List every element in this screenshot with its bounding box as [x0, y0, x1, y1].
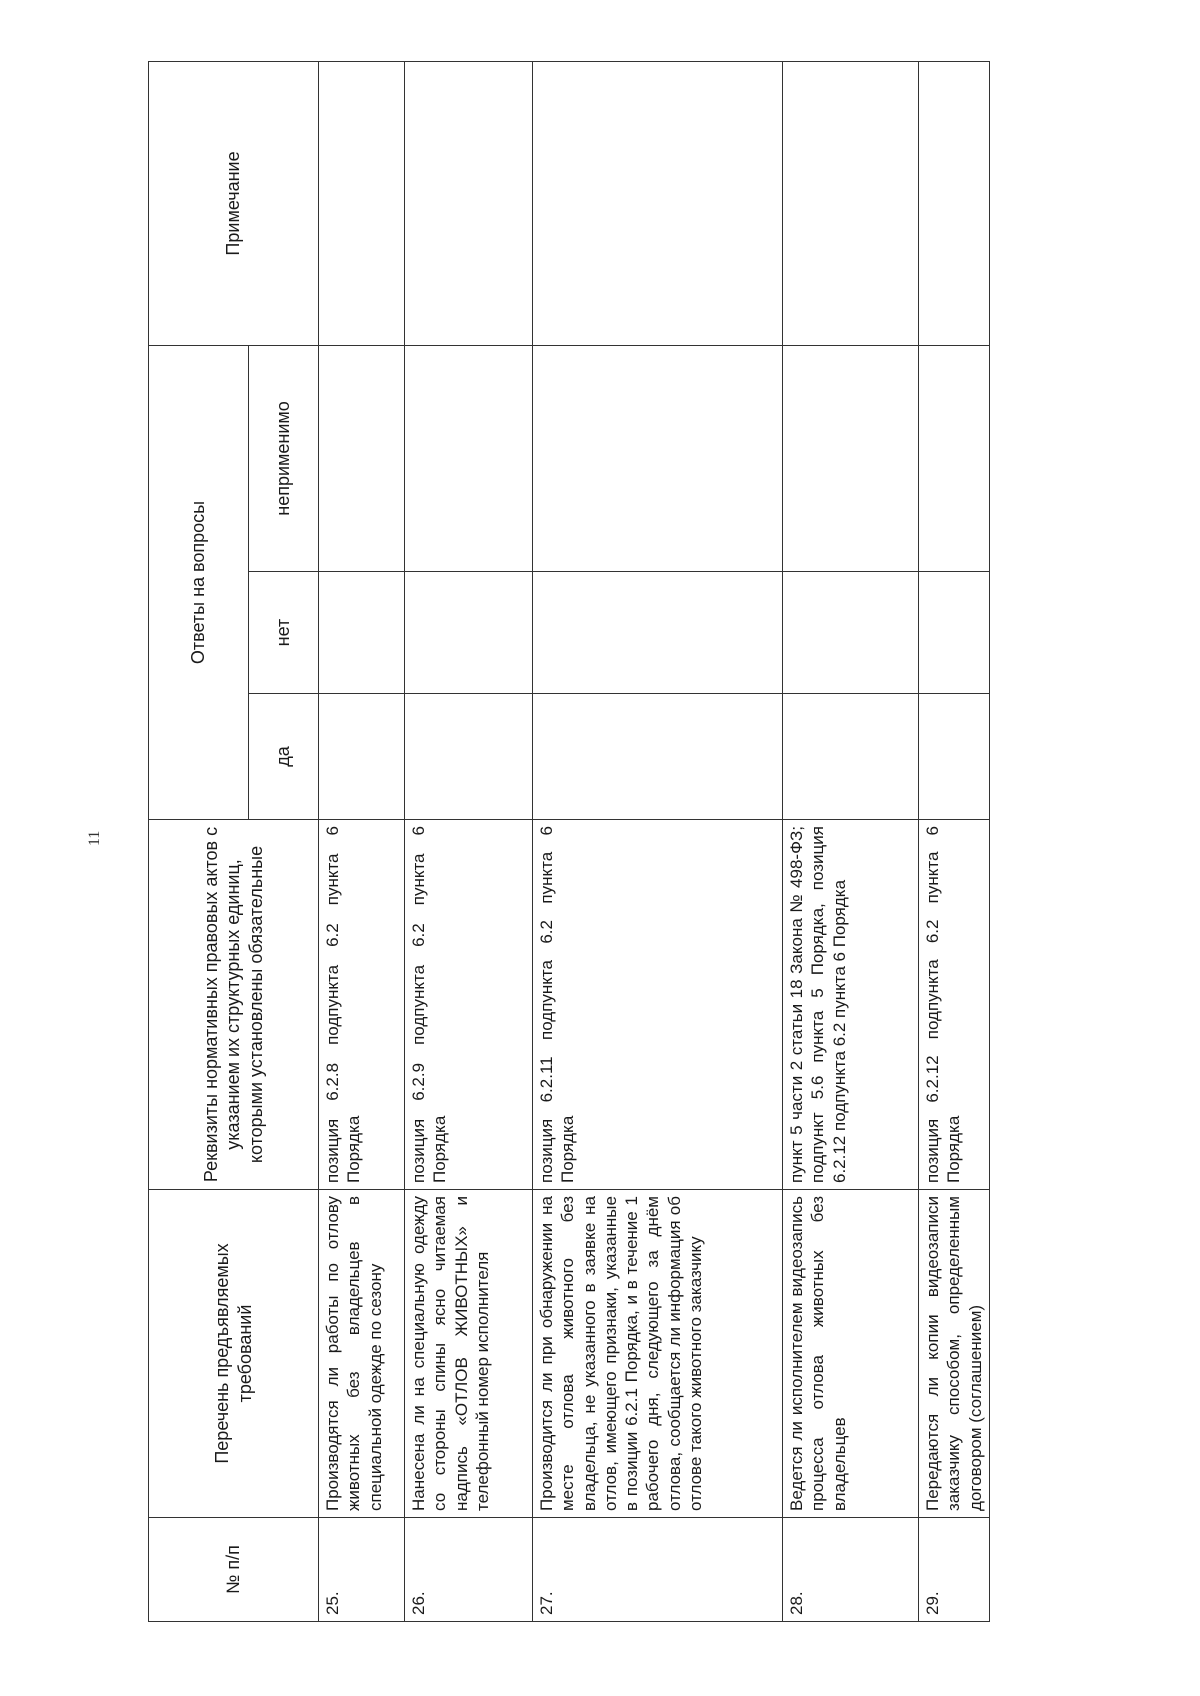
table-row: [919, 61, 990, 1621]
answer-no-cell[interactable]: [919, 572, 990, 694]
row-number: 29.: [919, 1518, 990, 1622]
row-requirement: Производятся ли работы по отлову животных без владельцев в специальной одежде по сезону: [319, 1190, 405, 1518]
row-acts: позиция 6.2.11 подпункта 6.2 пункта 6 Порядка: [533, 820, 783, 1190]
answer-yes-cell[interactable]: [783, 694, 919, 820]
answer-no-cell[interactable]: [319, 572, 405, 694]
row-acts: позиция 6.2.9 подпункта 6.2 пункта 6 Порядка: [405, 820, 533, 1190]
rotated-table-container: [148, 62, 985, 1622]
note-cell[interactable]: [405, 61, 533, 345]
row-number: 28.: [783, 1518, 919, 1622]
note-cell[interactable]: [783, 61, 919, 345]
page-number: 11: [86, 830, 103, 846]
row-acts: пункт 5 части 2 статьи 18 Закона № 498-ФЗ; подпункт 5.6 пункта 5 Порядка, позиция 6.2.12 подпункта 6.2 пункта 6 Порядка: [783, 820, 919, 1190]
answer-na-cell[interactable]: [533, 345, 783, 571]
table-row: [783, 61, 919, 1621]
table-row: [405, 61, 533, 1621]
row-acts: позиция 6.2.12 подпункта 6.2 пункта 6 Порядка: [919, 820, 990, 1190]
answer-na-cell[interactable]: [919, 345, 990, 571]
answer-yes-cell[interactable]: [319, 694, 405, 820]
note-cell[interactable]: [533, 61, 783, 345]
header-yes: да: [249, 694, 319, 820]
checklist-table: [148, 61, 990, 1622]
row-requirement: Производится ли при обнаружении на месте отлова животного без владельца, не указанного в заявке на отлов, имеющего признаки, указанные в позиции 6.2.1 Порядка, и в течение 1 рабочего дня, следующего за днём отлова, сообщается ли информация об отлове такого животного заказчику: [533, 1190, 783, 1518]
row-requirement: Передаются ли копии видеозаписи заказчику способом, определенным договором (соглашением): [919, 1190, 990, 1518]
answer-no-cell[interactable]: [783, 572, 919, 694]
row-requirement: Нанесена ли на специальную одежду со стороны спины ясно читаемая надпись «ОТЛОВ ЖИВОТНЫХ» и телефонный номер исполнителя: [405, 1190, 533, 1518]
table-row: [319, 61, 405, 1621]
header-no: нет: [249, 572, 319, 694]
answer-yes-cell[interactable]: [919, 694, 990, 820]
header-row: [149, 61, 249, 1621]
answer-no-cell[interactable]: [533, 572, 783, 694]
answer-na-cell[interactable]: [405, 345, 533, 571]
row-acts: позиция 6.2.8 подпункта 6.2 пункта 6 Порядка: [319, 820, 405, 1190]
row-requirement: Ведется ли исполнителем видеозапись процесса отлова животных без владельцев: [783, 1190, 919, 1518]
row-number: 27.: [533, 1518, 783, 1622]
answer-na-cell[interactable]: [783, 345, 919, 571]
answer-na-cell[interactable]: [319, 345, 405, 571]
header-acts: Реквизиты нормативных правовых актов с указанием их структурных единиц, которыми установлены обязательные: [149, 820, 319, 1190]
header-na: неприменимо: [249, 345, 319, 571]
header-note: Примечание: [149, 61, 319, 345]
header-num: № п/п: [149, 1518, 319, 1622]
answer-yes-cell[interactable]: [533, 694, 783, 820]
note-cell[interactable]: [919, 61, 990, 345]
answer-no-cell[interactable]: [405, 572, 533, 694]
row-number: 25.: [319, 1518, 405, 1622]
answer-yes-cell[interactable]: [405, 694, 533, 820]
note-cell[interactable]: [319, 61, 405, 345]
header-answers: Ответы на вопросы: [149, 345, 249, 819]
row-number: 26.: [405, 1518, 533, 1622]
header-requirements: Перечень предъявляемых требований: [149, 1190, 319, 1518]
table-row: [533, 61, 783, 1621]
